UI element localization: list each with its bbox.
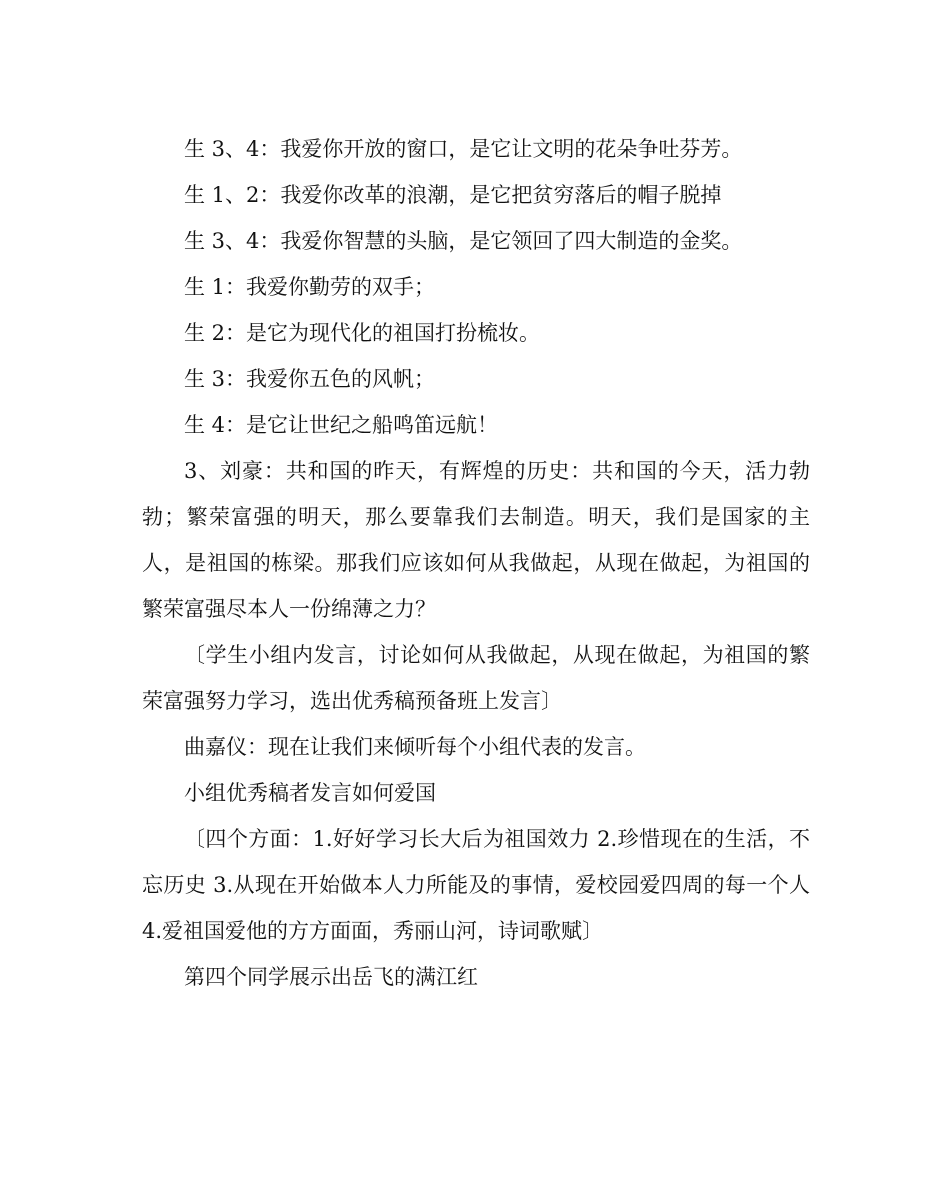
paragraph-qujiayi: 曲嘉仪：现在让我们来倾听每个小组代表的发言。 (184, 735, 646, 759)
paragraph-line: 生 1、2：我爱你改革的浪潮，是它把贫穷落后的帽子脱掉 (184, 183, 722, 207)
paragraph-group-speech: 小组优秀稿者发言如何爱国 (184, 781, 436, 805)
paragraph-line: 生 3、4：我爱你开放的窗口，是它让文明的花朵争吐芬芳。 (184, 137, 743, 161)
paragraph-group-discussion: 〔学生小组内发言，讨论如何从我做起，从现在做起，为祖国的繁荣富强努力学习，选出优秀稿预备班上发言〕 (142, 643, 810, 713)
paragraph-line: 生 2：是它为现代化的祖国打扮梳妆。 (184, 321, 541, 345)
paragraph-line: 生 1：我爱你勤劳的双手； (184, 275, 436, 299)
paragraph-line: 生 3：我爱你五色的风帆； (184, 367, 436, 391)
document-body (142, 126, 810, 1000)
paragraph-four-aspects: 〔四个方面：1.好好学习长大后为祖国效力 2.珍惜现在的生活，不忘历史 3.从现在开始做本人力所能及的事情，爱校园爱四周的每一个人 4.爱祖国爱他的方方面面，秀丽山河，诗词歌赋〕 (142, 827, 810, 943)
paragraph-line: 生 4：是它让世纪之船鸣笛远航！ (184, 413, 499, 437)
paragraph-speech-liuhao: 3、刘豪：共和国的昨天，有辉煌的历史：共和国的今天，活力勃勃；繁荣富强的明天，那么要靠我们去制造。明天，我们是国家的主人，是祖国的栋梁。那我们应该如何从我做起，从现在做起，为祖国的繁荣富强尽本人一份绵薄之力？ (142, 459, 810, 621)
paragraph-line: 生 3、4：我爱你智慧的头脑，是它领回了四大制造的金奖。 (184, 229, 743, 253)
paragraph-fourth-student: 第四个同学展示出岳飞的满江红 (184, 965, 478, 989)
